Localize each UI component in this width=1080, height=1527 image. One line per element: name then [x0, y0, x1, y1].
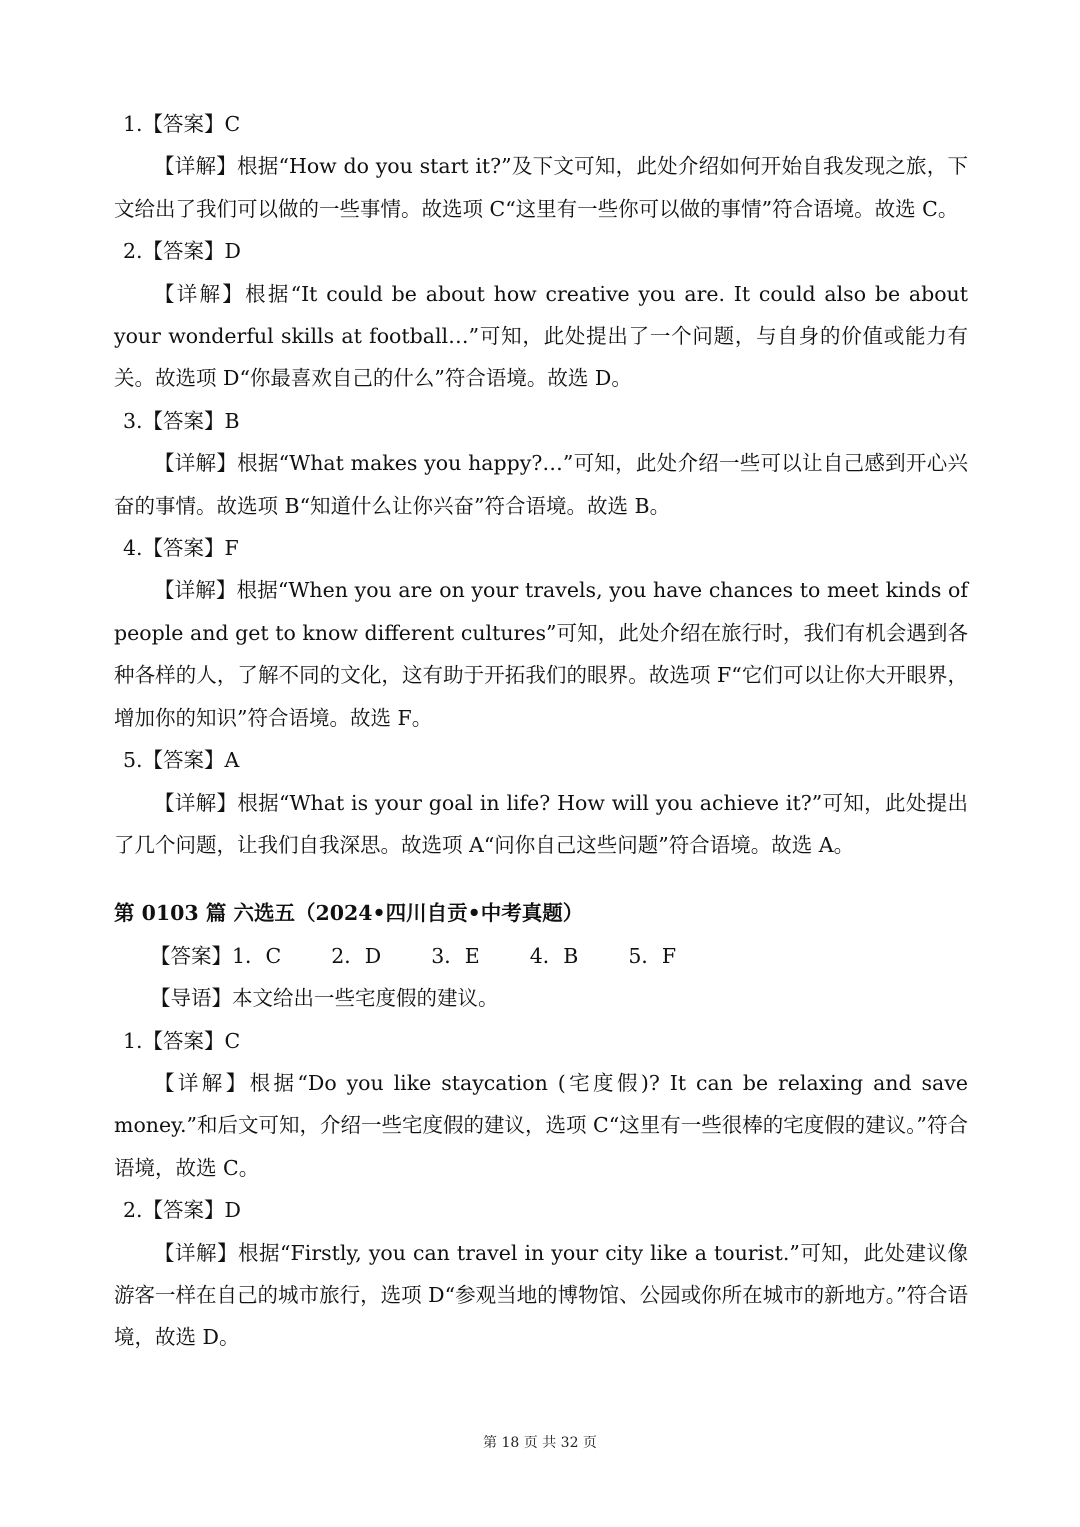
answer-key-row: [114, 935, 968, 977]
answer-heading: 5.【答案】A: [123, 748, 240, 773]
answer-block-3: [114, 400, 968, 527]
answer-key-item: 1．C: [232, 943, 282, 968]
answer-heading: 3.【答案】B: [123, 408, 240, 433]
answer-heading: 2.【答案】D: [123, 1198, 241, 1223]
section-title: 第 0103 篇 六选五（2024•四川自贡•中考真题）: [114, 901, 584, 926]
answer-key-item: 5．F: [628, 943, 677, 968]
answer-explanation: 【详解】根据“How do you start it?”及下文可知，此处介绍如何开始自我发现之旅，下文给出了我们可以做的一些事情。故选项 C“这里有一些你可以做的事情”符合语境。故选 C。: [114, 154, 968, 221]
answer-block-1: [114, 103, 968, 230]
answer-key-label: 【答案】: [150, 943, 232, 968]
answer-explanation: 【详解】根据“Firstly, you can travel in your city like a tourist.”可知，此处建议像游客一样在自己的城市旅行，选项 D“参观当地的博物馆、公园或你所在城市的新地方。”符合语境，故选 D。: [114, 1240, 968, 1350]
answer-key-item: 2．D: [331, 943, 382, 968]
answer-explanation: 【详解】根据“What is your goal in life? How will you achieve it?”可知，此处提出了几个问题，让我们自我深思。故选项 A“问你自己这些问题”符合语境。故选 A。: [114, 790, 968, 857]
answer-heading: 1.【答案】C: [123, 112, 241, 136]
answer-block-s2-1: [114, 1020, 968, 1190]
answer-explanation: 【详解】根据“It could be about how creative you are. It could also be about your wonderful skills at football…”可知，此处提出了一个问题，与自身的价值或能力有关。故选项 D“你最喜欢自己的什么”符合语境。故选 D。: [114, 281, 968, 391]
answer-block-5: [114, 739, 968, 866]
passage-intro: 【导语】本文给出一些宅度假的建议。: [150, 986, 499, 1011]
answer-key-item: 3．E: [431, 943, 480, 968]
answer-key-item: 4．B: [529, 943, 579, 968]
answer-explanation: 【详解】根据“Do you like staycation (宅度假)? It can be relaxing and save money.”和后文可知，介绍一些宅度假的建议，选项 C“这里有一些很棒的宅度假的建议。”符合语境，故选 C。: [114, 1070, 968, 1180]
answer-block-s2-2: [114, 1189, 968, 1359]
page-footer: 第 18 页 共 32 页: [483, 1435, 597, 1451]
answer-heading: 1.【答案】C: [123, 1028, 241, 1053]
answer-heading: 2.【答案】D: [123, 239, 241, 264]
answer-block-2: [114, 230, 968, 400]
document-page: [114, 103, 968, 1359]
answer-heading: 4.【答案】F: [123, 536, 239, 561]
answer-explanation: 【详解】根据“What makes you happy?…”可知，此处介绍一些可以让自己感到开心兴奋的事情。故选项 B“知道什么让你兴奋”符合语境。故选 B。: [114, 451, 968, 518]
answer-explanation: 【详解】根据“When you are on your travels, you have chances to meet kinds of people and get to know different cultures”可知，此处介绍在旅行时，我们有机会遇到各种各样的人，了解不同的文化，这有助于开拓我们的眼界。故选项 F“它们可以让你大开眼界，增加你的知识”符合语境。故选 F。: [114, 578, 968, 730]
answer-block-4: [114, 527, 968, 739]
